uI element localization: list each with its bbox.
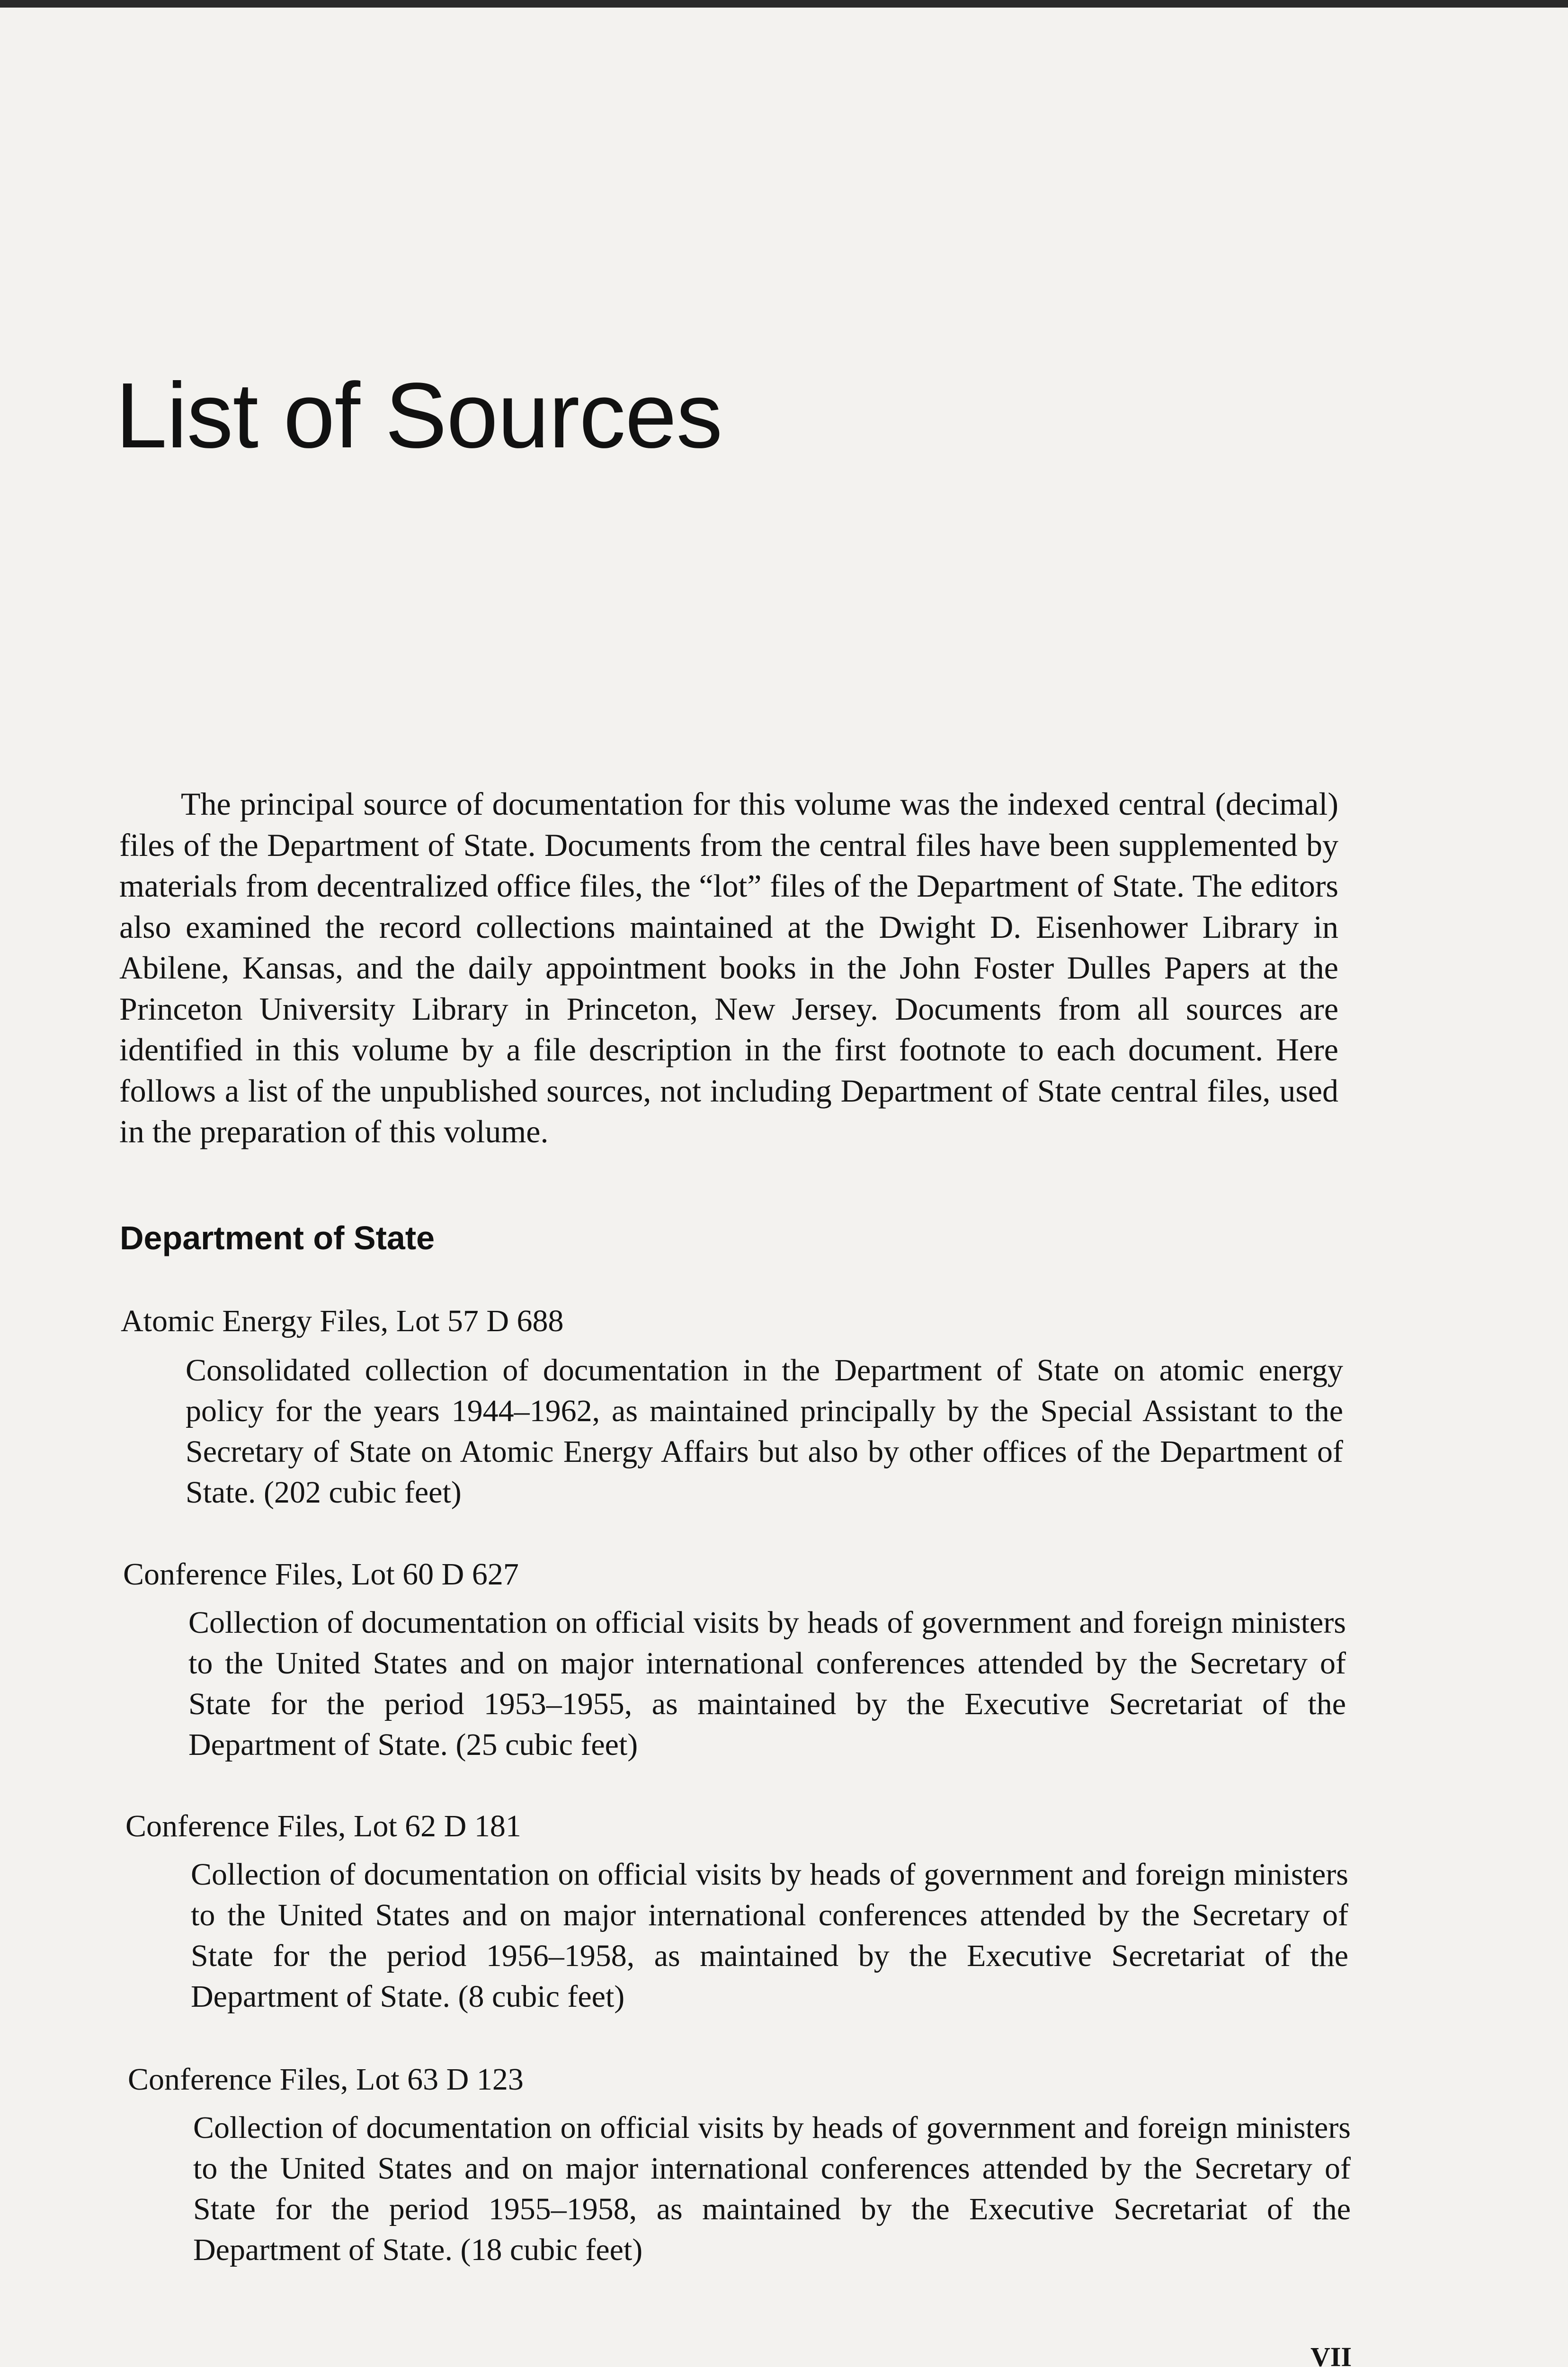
entry-description: Collection of documentation on official visits by heads of government and foreign ministers to the United States and on major international conferences attended by the Secretary of State for the period 1956–1958, as maintained by the Executive Secretariat of the Department of State. (8 cubic feet)	[191, 1857, 1348, 2014]
intro-paragraph: The principal source of documentation for this volume was the indexed central (decimal) files of the Department of State. Documents from the central files have been supplemented by materials from decentralized office files, the “lot” files of the Department of State. The editors also examined the record collections maintained at the Dwight D. Eisenhower Library in Abilene, Kansas, and the daily appointment books in the John Foster Dulles Papers at the Princeton University Library in Princeton, New Jersey. Documents from all sources are identified in this volume by a file description in the first footnote to each document. Here follows a list of the unpublished sources, not including Department of State central files, used in the preparation of this volume.	[119, 786, 1338, 1149]
page-number: VII	[1310, 2341, 1352, 2367]
entry-title: Conference Files, Lot 63 D 123	[128, 2062, 524, 2097]
entry-description: Collection of documentation on official visits by heads of government and foreign ministers to the United States and on major international conferences attended by the Secretary of State for the period 1955–1958, as maintained by the Executive Secretariat of the Department of State. (18 cubic feet)	[193, 2110, 1351, 2267]
entry-description: Consolidated collection of documentation in the Department of State on atomic energy policy for the years 1944–1962, as maintained principally by the Special Assistant to the Secretary of State on Atomic Energy Affairs but also by other offices of the Department of State. (202 cubic feet)	[186, 1353, 1343, 1510]
page-title: List of Sources	[116, 364, 722, 467]
entry-description: Collection of documentation on official visits by heads of government and foreign ministers to the United States and on major international conferences attended by the Secretary of State for the period 1953–1955, as maintained by the Executive Secretariat of the Department of State. (25 cubic feet)	[188, 1605, 1346, 1762]
top-rule	[0, 0, 1568, 8]
entry-title: Conference Files, Lot 62 D 181	[125, 1809, 521, 1843]
entry-title: Atomic Energy Files, Lot 57 D 688	[121, 1304, 564, 1338]
section-heading: Department of State	[120, 1219, 435, 1256]
entry-title: Conference Files, Lot 60 D 627	[123, 1557, 519, 1592]
